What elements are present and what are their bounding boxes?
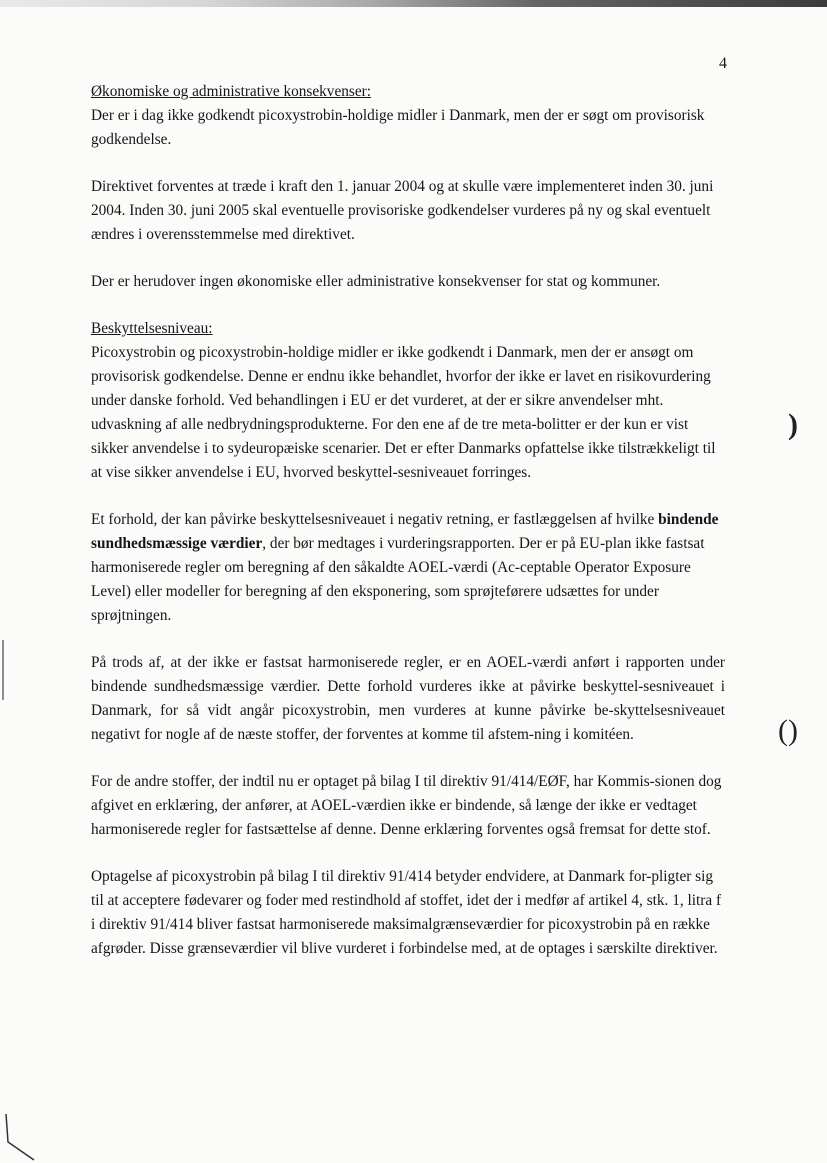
document-body (91, 80, 725, 984)
scan-corner-mark (4, 1112, 44, 1162)
protection-heading: Beskyttelsesniveau: (91, 320, 213, 337)
protection-paragraph-4: For de andre stoffer, der indtil nu er optaget på bilag I til direktiv 91/414/EØF, har Kommis-sionen dog afgivet en erklæring, der anfører, at AOEL-værdien ikke er bindende, så længe der ikke er vedtaget harmoniserede regler for fastsættelse af denne. Denne erklæring forventes også fremsat for dette stof. (91, 773, 722, 838)
protection-paragraph-3: På trods af, at der ikke er fastsat harmoniserede regler, er en AOEL-værdi anført i rapporten under bindende sundhedsmæssige værdier. Dette forhold vurderes ikke at påvirke beskyttel-sesniveauet i Danmark, for så vidt angår picoxystrobin, men vurderes at kunne påvirke be-skyttelsesniveauet negativt for nogle af de næste stoffer, der forventes at komme til afstem-ning i komitéen. (91, 654, 725, 743)
scan-edge-shadow (0, 0, 827, 7)
protection-paragraph-5: Optagelse af picoxystrobin på bilag I til direktiv 91/414 betyder endvidere, at Danmark for-pligter sig til at acceptere fødevarer og foder med restindhold af stoffet, idet der i medfør af artikel 4, stk. 1, litra f i direktiv 91/414 bliver fastsat harmoniserede maksimalgrænseværdier for picoxystrobin på en række afgrøder. Disse grænseværdier vil blive vurderet i forbindelse med, at de optages i særskilte direktiver. (91, 868, 722, 957)
economic-paragraph-3: Der er herudover ingen økonomiske eller administrative konsekvenser for stat og kommuner. (91, 273, 661, 290)
economic-paragraph-2: Direktivet forventes at træde i kraft den 1. januar 2004 og at skulle være implementeret inden 30. juni 2004. Inden 30. juni 2005 skal eventuelle provisoriske godkendelser vurderes på ny og skal eventuelt ændres i overensstemmelse med direktivet. (91, 178, 714, 243)
protection-p2-text-a: Et forhold, der kan påvirke beskyttelsesniveauet i negativ retning, er fastlæggelsen af hvilke (91, 511, 659, 528)
protection-p2-text-b: , der bør medtages i vurderingsrapporten. Der er på EU-plan ikke fastsat harmoniserede regler om beregning af den såkaldte AOEL-værdi (Ac-ceptable Operator Exposure Level) eller modeller for beregning af den eksponering, som sprøjteførere udsættes for under sprøjtningen. (91, 535, 705, 624)
protection-paragraph-2 (91, 508, 725, 628)
punch-hole-mark-upper: ) (788, 408, 798, 441)
economic-paragraph-1: Der er i dag ikke godkendt picoxystrobin-holdige midler i Danmark, men der er søgt om provisorisk godkendelse. (91, 107, 705, 148)
punch-hole-mark-lower: () (778, 714, 798, 747)
page-number: 4 (719, 55, 727, 72)
protection-paragraph-1: Picoxystrobin og picoxystrobin-holdige midler er ikke godkendt i Danmark, men der er ansøgt om provisorisk godkendelse. Denne er endnu ikke behandlet, hvorfor der ikke er lavet en risikovurdering under danske forhold. Ved behandlingen i EU er det vurderet, at der er sikre anvendelser mht. udvaskning af alle nedbrydningsprodukterne. For den ene af de tre meta-bolitter er der kun er vist sikker anvendelse i to sydeuropæiske scenarier. Det er efter Danmarks opfattelse ikke tilstrækkeligt til at vise sikker anvendelse i EU, hvorved beskyttel-sesniveauet forringes. (91, 344, 716, 481)
scan-left-edge-line (2, 640, 4, 700)
protection-p2-bold: bindende sundhedsmæssige værdier (91, 511, 719, 552)
economic-heading: Økonomiske og administrative konsekvenser: (91, 83, 371, 100)
